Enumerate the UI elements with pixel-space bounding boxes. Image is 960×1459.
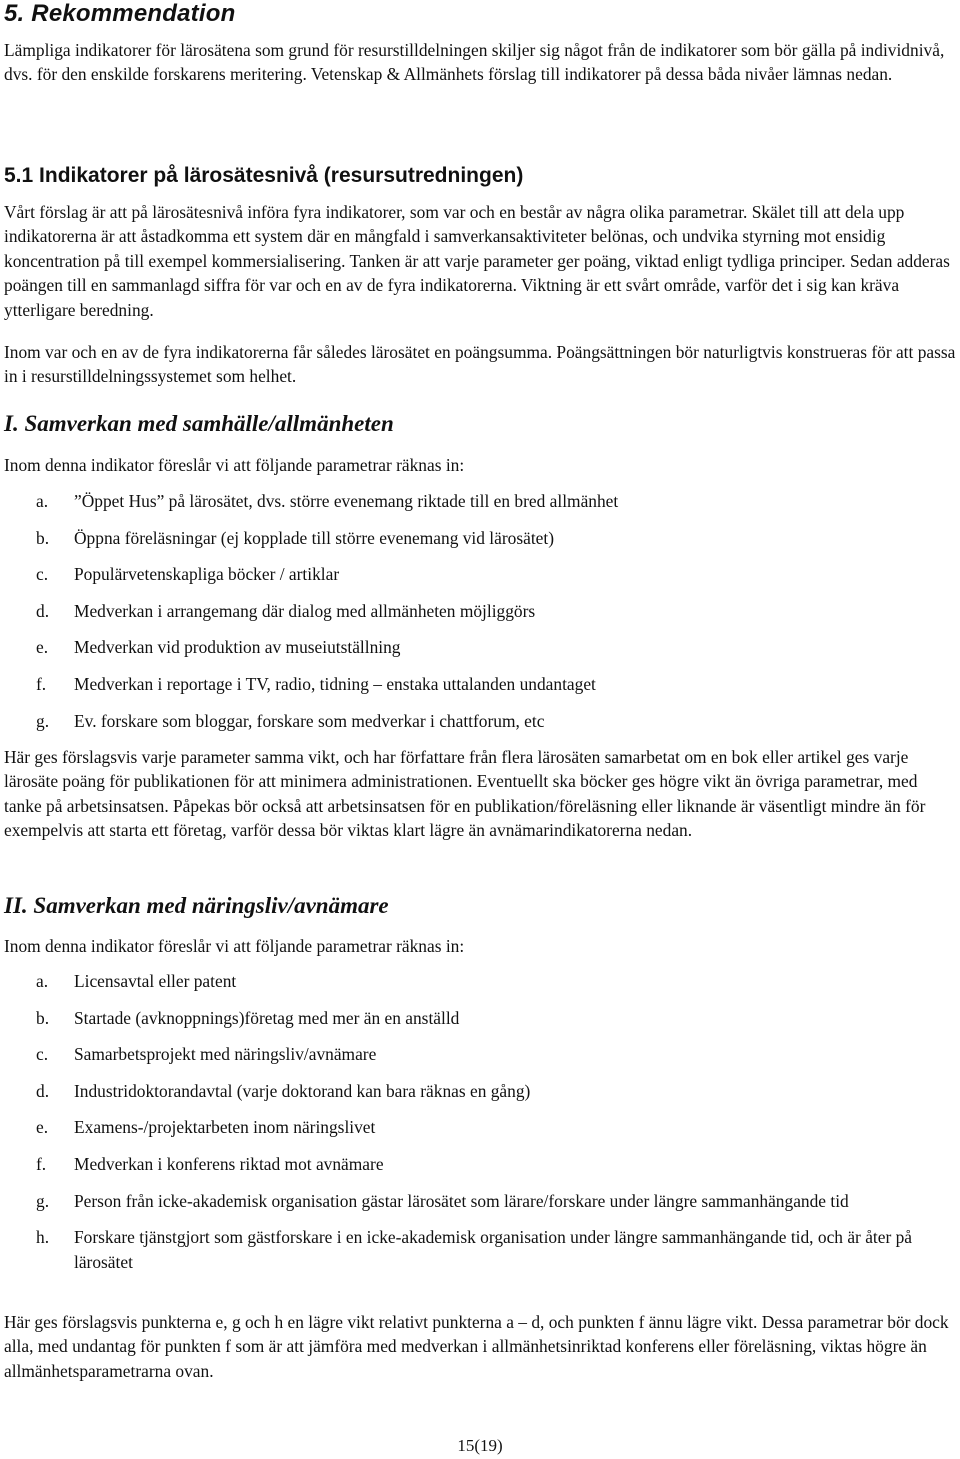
section-intro-paragraph: Lämpliga indikatorer för lärosätena som grund för resurstilldelningen skiljer sig något från de indikatorer som bör gälla på individnivå, dvs. för den enskilde forskarens meritering. Vetenskap & Allmänhets förslag till indikatorer på dessa båda nivåer lämnas nedan. — [4, 40, 945, 85]
list-item: b. Startade (avknoppnings)företag med mer än en anställd — [36, 1007, 460, 1028]
list-item: g. Ev. forskare som bloggar, forskare som medverkar i chattforum, etc — [36, 710, 545, 731]
list-item: b. Öppna föreläsningar (ej kopplade till större evenemang vid lärosätet) — [36, 527, 555, 548]
indicator-2-outro: Här ges förslagsvis punkterna e, g och h en lägre vikt relativt punkterna a – d, och punkten f ännu lägre vikt. Dessa parametrar bör dock alla, med undantag för punkten f som är att jämföra med medverkan i allmänhetsinriktad konferens eller föreläsning, viktas högre än allmänhetsparametrarna ovan. — [4, 1312, 949, 1381]
indicator-1-outro: Här ges förslagsvis varje parameter samma vikt, och har författare från flera lärosäten samarbetat om en bok eller artikel ges varje lärosäte poäng för publikationen för att minimera administrationen. Eventuellt ska böcker ges högre vikt än övriga parametrar, med tanke på arbetsinsatsen. Påpekas bör också att arbetsinsatsen för en publikation/föreläsning eller liknande är väsentligt mindre än för exempelvis att starta ett företag, varför dessa bör viktas klart lägre än avnämarindikatorerna nedan. — [4, 747, 926, 841]
indicator-1-list — [4, 489, 956, 745]
indicator-1-heading: I. Samverkan med samhälle/allmänheten — [4, 411, 394, 436]
section-heading: 5. Rekommendation — [4, 0, 236, 27]
list-item: d. Industridoktorandavtal (varje doktorand kan bara räknas en gång) — [36, 1080, 531, 1101]
list-item: g. Person från icke-akademisk organisation gästar lärosätet som lärare/forskare under längre sammanhängande tid — [36, 1190, 849, 1211]
subsection-heading: 5.1 Indikatorer på lärosätesnivå (resursutredningen) — [4, 164, 524, 187]
list-item: h. Forskare tjänstgjort som gästforskare i en icke-akademisk organisation under längre sammanhängande tid, och är åter på lärosätet — [36, 1227, 913, 1272]
list-item: a. Licensavtal eller patent — [36, 971, 237, 991]
subsection-paragraph-2: Inom var och en av de fyra indikatorerna får således lärosätet en poängsumma. Poängsättningen bör naturligtvis konstrueras för att passa in i resurstilldelningssystemet som helhet. — [4, 342, 956, 387]
page-number: 15(19) — [457, 1436, 503, 1455]
list-item: e. Medverkan vid produktion av museiutställning — [36, 637, 401, 658]
list-item: a. ”Öppet Hus” på lärosätet, dvs. större evenemang riktade till en bred allmänhet — [36, 491, 619, 511]
indicator-2-list — [4, 969, 956, 1286]
indicator-2-intro: Inom denna indikator föreslår vi att följande parametrar räknas in: — [4, 936, 465, 956]
indicator-2-heading: II. Samverkan med näringsliv/avnämare — [4, 893, 389, 918]
list-item: e. Examens-/projektarbeten inom näringslivet — [36, 1117, 376, 1138]
list-item: d. Medverkan i arrangemang där dialog med allmänheten möjliggörs — [36, 600, 536, 621]
list-item: c. Samarbetsprojekt med näringsliv/avnämare — [36, 1044, 377, 1065]
indicator-1-intro: Inom denna indikator föreslår vi att följande parametrar räknas in: — [4, 455, 465, 475]
subsection-paragraph-1: Vårt förslag är att på lärosätesnivå införa fyra indikatorer, som var och en består av några olika parametrar. Skälet till att dela upp indikatorerna är att åstadkomma ett system där en mångfald i samverkansaktiviteter belönas, och undvika styrning mot ensidig koncentration på till exempel kommersialisering. Tanken är att varje parameter ger poäng, viktad enligt tydliga principer. Sedan adderas poängen till en sammanlagd siffra för var och en av de fyra indikatorerna. Viktning är ett svårt område, varför det i sig kan kräva ytterligare beredning. — [4, 202, 950, 320]
list-item: f. Medverkan i reportage i TV, radio, tidning – enstaka uttalanden undantaget — [36, 673, 596, 694]
list-item: c. Populärvetenskapliga böcker / artiklar — [36, 564, 340, 585]
list-item: f. Medverkan i konferens riktad mot avnämare — [36, 1153, 384, 1174]
